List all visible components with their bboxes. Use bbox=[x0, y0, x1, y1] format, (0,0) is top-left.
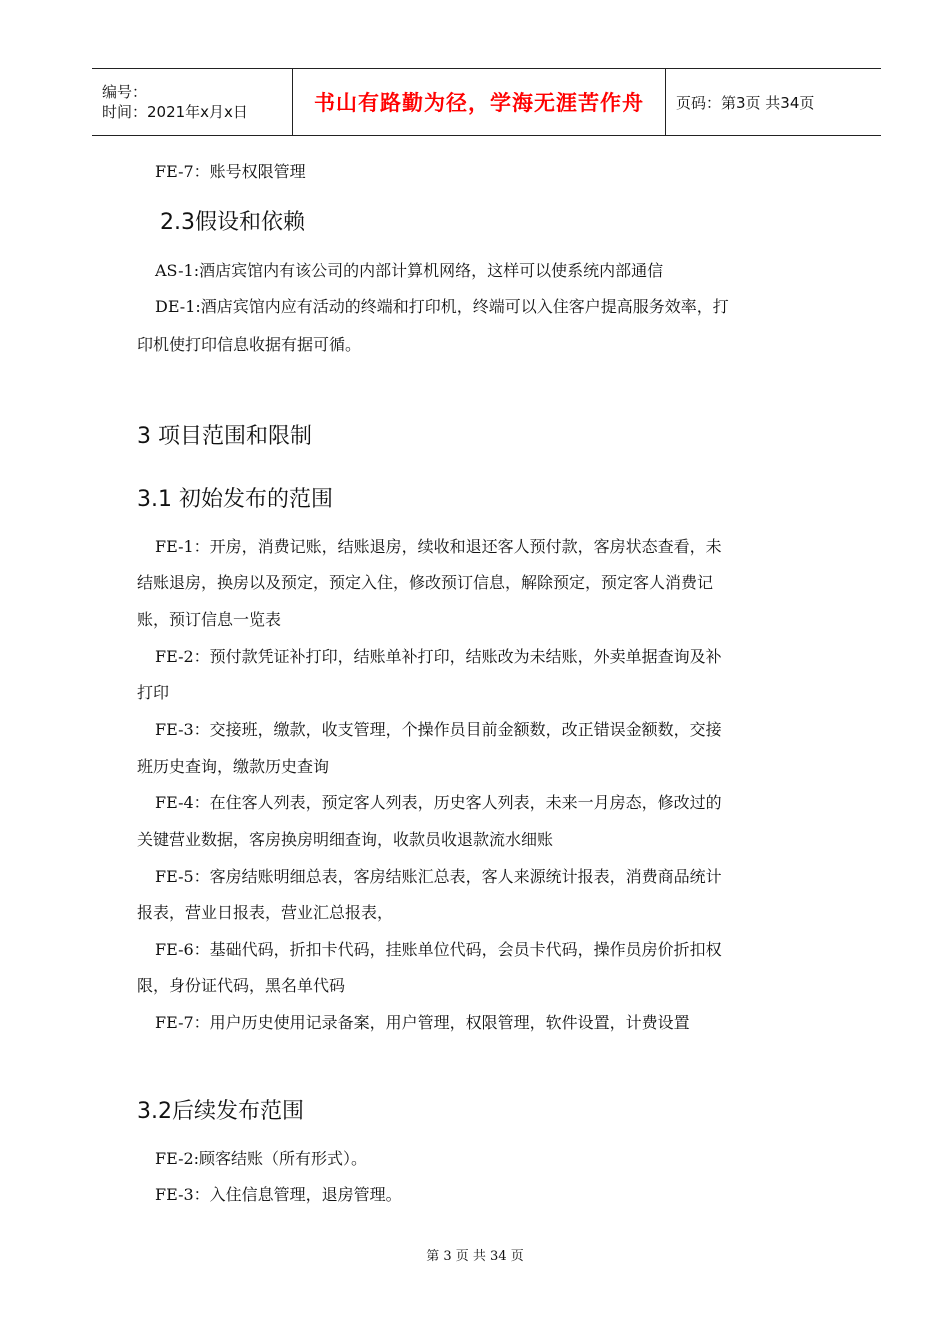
fe6-line-2: 限，身份证代码，黑名单代码 bbox=[137, 976, 346, 995]
fe6-line-1: FE-6：基础代码，折扣卡代码，挂账单位代码，会员卡代码，操作员房价折扣权 bbox=[155, 940, 722, 959]
doc-time-label: 时间：2021年x月x日 bbox=[102, 103, 248, 121]
header-page-number: 页码：第3页 共34页 bbox=[676, 93, 815, 112]
de1-line-1: DE-1:酒店宾馆内应有活动的终端和打印机，终端可以入住客户提高服务效率，打 bbox=[155, 297, 729, 316]
later-fe2-line: FE-2:顾客结账（所有形式）。 bbox=[155, 1149, 368, 1168]
fe5-line-2: 报表，营业日报表，营业汇总报表， bbox=[137, 903, 394, 922]
doc-number-label: 编号： bbox=[102, 83, 148, 101]
section-2-3-title: 2.3假设和依赖 bbox=[160, 210, 305, 235]
header-motto: 书山有路勤为径，学海无涯苦作舟 bbox=[293, 69, 666, 135]
fe4-line-2: 关键营业数据，客房换房明细查询，收款员收退款流水细账 bbox=[137, 830, 554, 849]
section-3-title: 3 项目范围和限制 bbox=[137, 424, 312, 449]
fe7-account-line: FE-7：账号权限管理 bbox=[155, 162, 306, 181]
fe5-line-1: FE-5：客房结账明细总表，客房结账汇总表，客人来源统计报表，消费商品统计 bbox=[155, 867, 722, 886]
page-footer: 第 3 页 共 34 页 bbox=[426, 1249, 524, 1264]
later-fe3-line: FE-3：入住信息管理，退房管理。 bbox=[155, 1185, 402, 1204]
fe2-line-1: FE-2：预付款凭证补打印，结账单补打印，结账改为未结账，外卖单据查询及补 bbox=[155, 647, 722, 666]
fe1-line-1: FE-1：开房，消费记账，结账退房，续收和退还客人预付款，客房状态查看，未 bbox=[155, 537, 722, 556]
de1-line-2: 印机使打印信息收据有据可循。 bbox=[137, 335, 362, 354]
fe4-line-1: FE-4：在住客人列表，预定客人列表，历史客人列表，未来一月房态，修改过的 bbox=[155, 793, 722, 812]
fe1-line-3: 账，预订信息一览表 bbox=[137, 610, 282, 629]
section-3-1-title: 3.1 初始发布的范围 bbox=[137, 487, 333, 512]
fe3-line-2: 班历史查询，缴款历史查询 bbox=[137, 757, 330, 776]
fe3-line-1: FE-3：交接班，缴款，收支管理，个操作员目前金额数，改正错误金额数，交接 bbox=[155, 720, 722, 739]
page-header bbox=[92, 68, 881, 136]
fe1-line-2: 结账退房，换房以及预定，预定入住，修改预订信息，解除预定，预定客人消费记 bbox=[137, 573, 714, 592]
as1-line: AS-1:酒店宾馆内有该公司的内部计算机网络，这样可以使系统内部通信 bbox=[155, 261, 664, 280]
header-meta bbox=[92, 69, 293, 135]
fe7-line: FE-7：用户历史使用记录备案，用户管理，权限管理，软件设置，计费设置 bbox=[155, 1013, 690, 1032]
section-3-2-title: 3.2后续发布范围 bbox=[137, 1099, 304, 1124]
fe2-line-2: 打印 bbox=[137, 683, 170, 702]
